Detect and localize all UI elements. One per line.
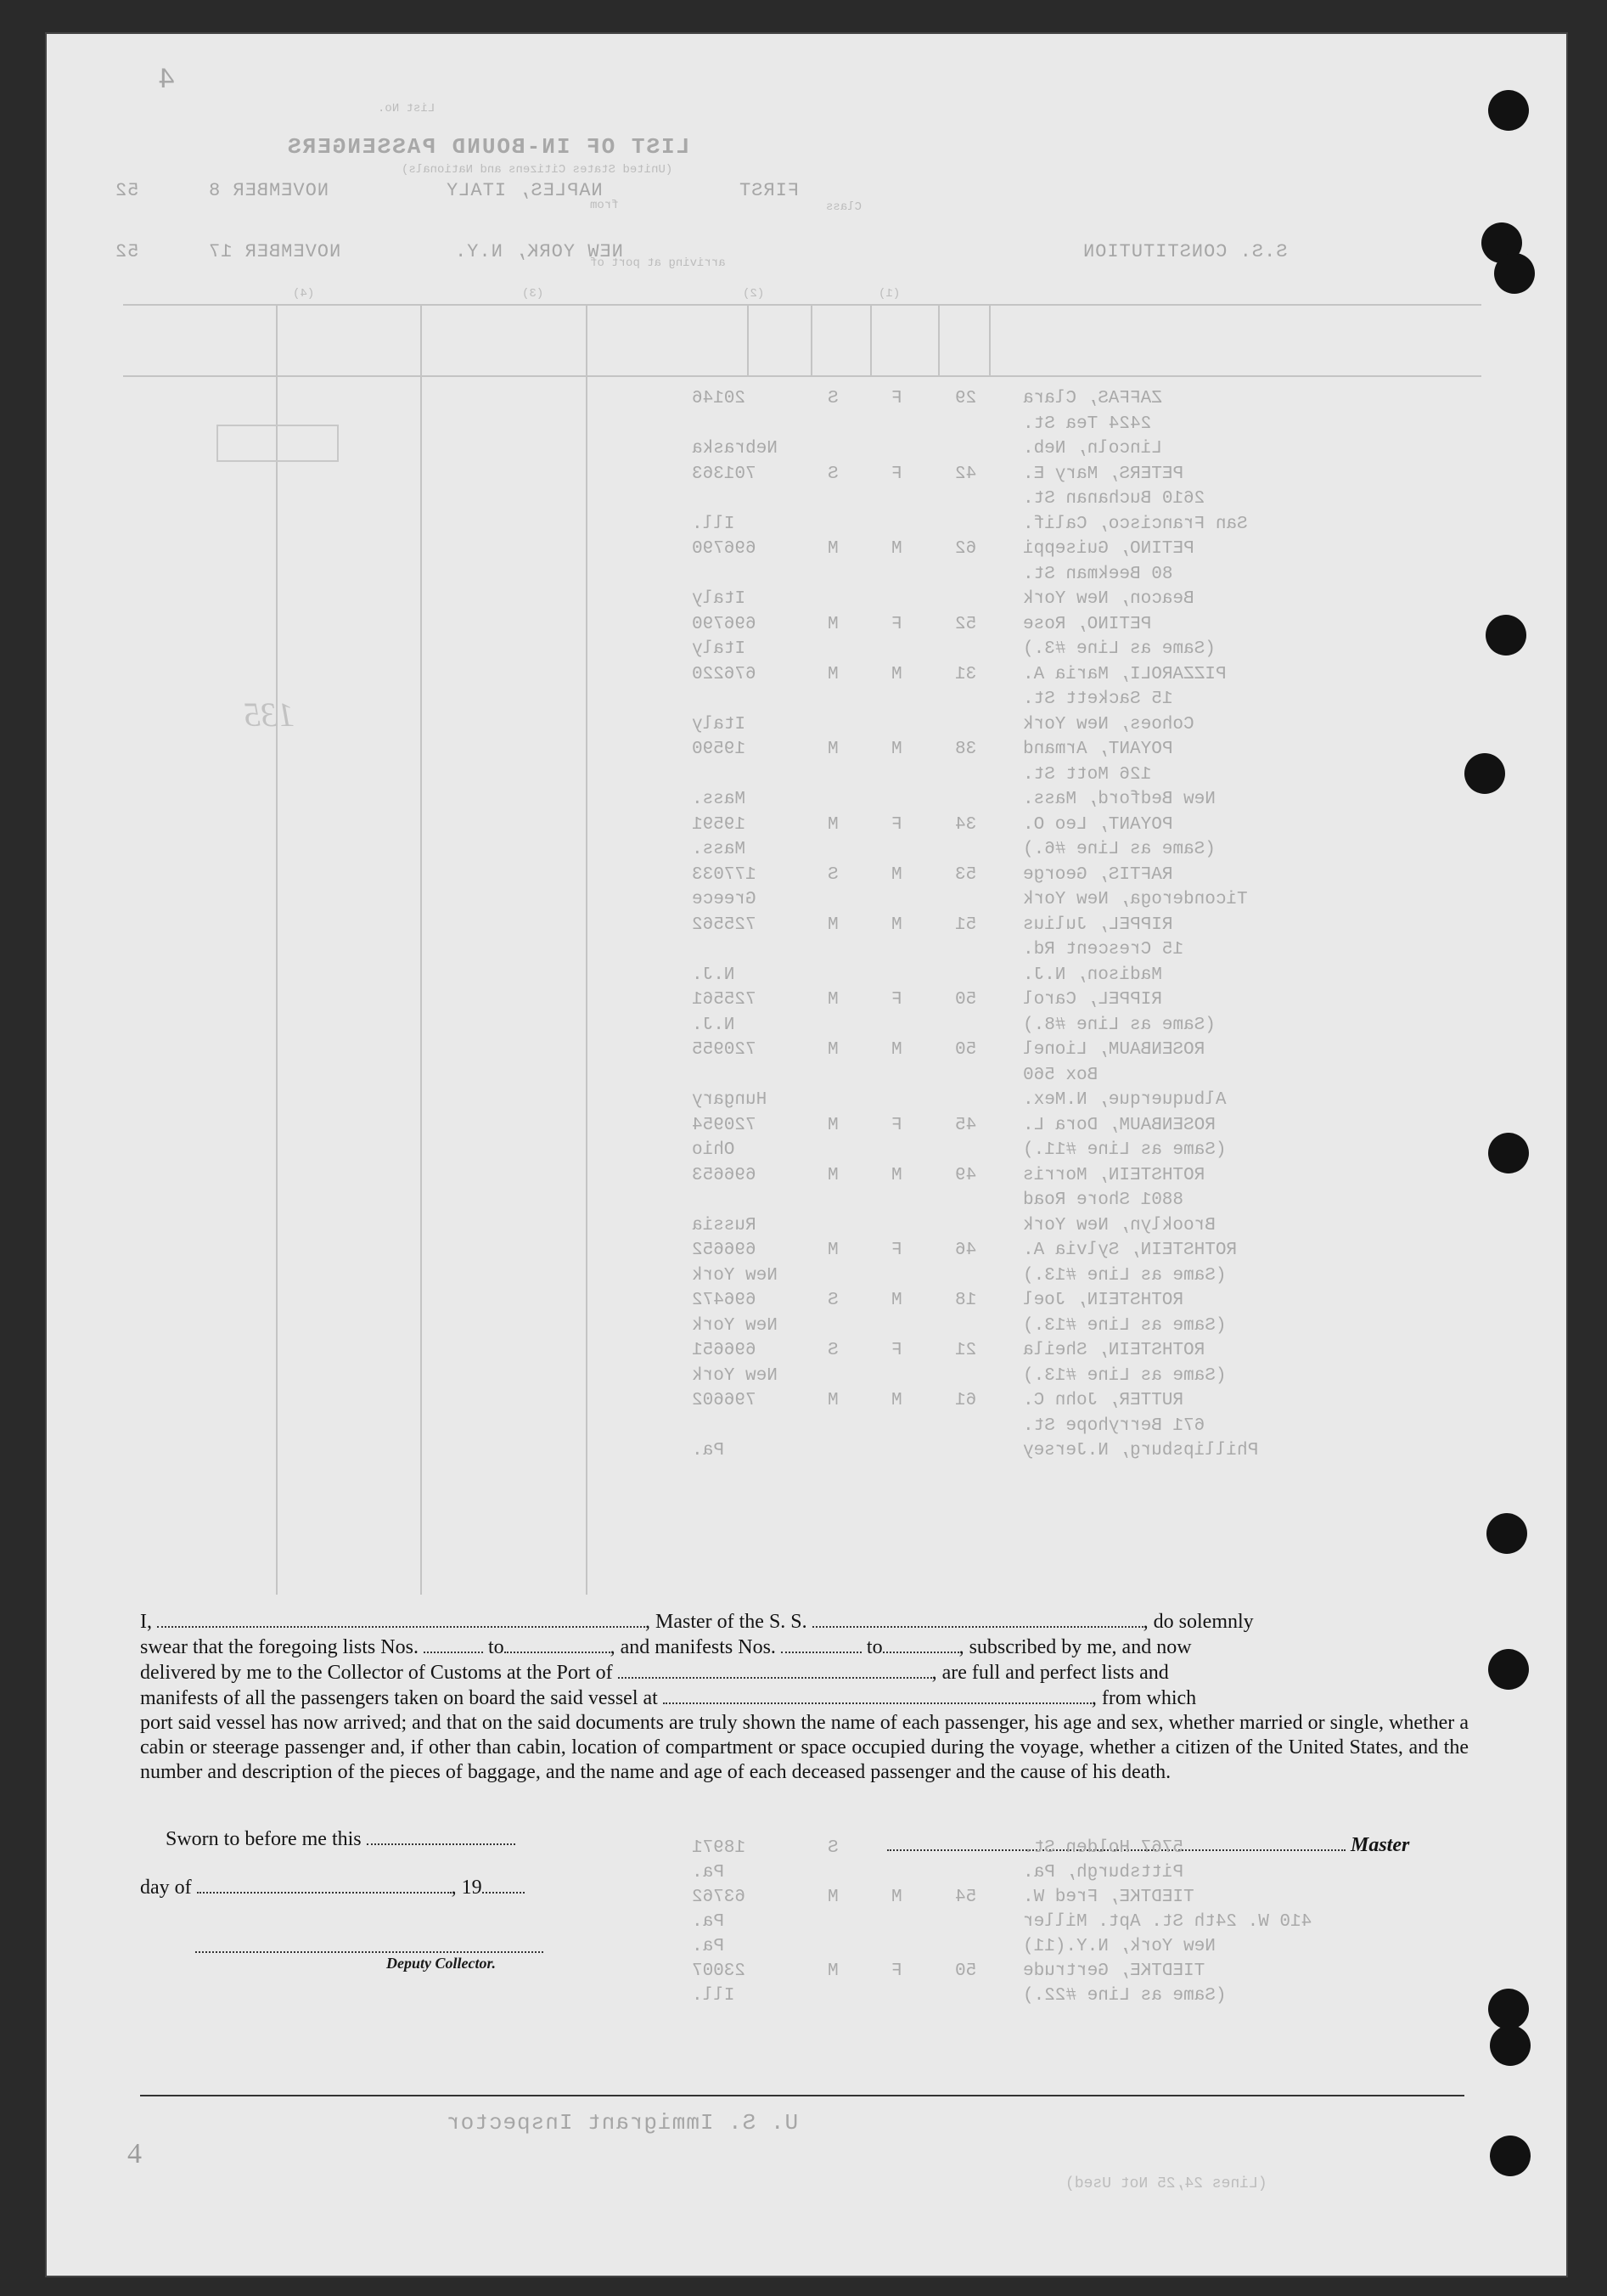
master-label: Master	[1351, 1834, 1410, 1856]
bleed-cell-name: Beacon, New York	[1023, 589, 1194, 609]
bleed-cell-sex: M	[891, 664, 902, 684]
bleed-cell-name: (Same as Line #13.)	[1023, 1265, 1227, 1286]
bleed-cell-age: 21	[955, 1341, 977, 1360]
year-label: , 19	[451, 1877, 482, 1899]
punch-hole	[1490, 2136, 1531, 2176]
bleed-stamp-box	[216, 425, 339, 462]
bleed-cell-sex: M	[891, 864, 902, 885]
bleed-cell-name: San Francisco, Calif.	[1023, 514, 1248, 534]
bleed-cell-name: 5767 Holden St.	[1023, 1838, 1184, 1858]
oath-subscribed: , subscribed by me, and now	[958, 1636, 1192, 1658]
bleed-from-port: NAPLES, ITALY	[446, 180, 603, 201]
bleed-cell-name: Pittsburgh, Pa.	[1023, 1863, 1184, 1882]
bleed-cell-ppt: New York	[692, 1265, 778, 1286]
oath-solemnly: , do solemnly	[1143, 1611, 1254, 1633]
bleed-cell-sex: F	[891, 1241, 902, 1260]
punch-hole	[1488, 90, 1529, 131]
oath-manifests: , and manifests Nos.	[610, 1636, 776, 1658]
oath-paragraph	[140, 1609, 1469, 1785]
bleed-col-num: (4)	[293, 287, 315, 301]
manifest-to-blank[interactable]	[883, 1635, 959, 1653]
bleed-cell-name: TIEDTKE, Gertrude	[1023, 1961, 1205, 1981]
punch-hole	[1464, 753, 1505, 794]
bleed-cell-name: (Same as Line #3.)	[1023, 639, 1216, 659]
bleed-cell-ms: M	[828, 990, 839, 1010]
bleed-cell-ms: M	[828, 1040, 839, 1060]
sworn-line	[166, 1828, 515, 1851]
bleed-cell-name: Box 560	[1023, 1065, 1098, 1085]
bleed-cell-sex: M	[891, 740, 902, 759]
punch-hole	[1490, 2025, 1531, 2066]
bleed-cell-name: ROTHSTEIN, Morris	[1023, 1165, 1205, 1185]
bleed-cell-name: ROTHSTEIN, Joel	[1023, 1291, 1184, 1310]
bleed-cell-ppt: 696653	[692, 1165, 756, 1185]
bleed-cell-ppt: N.J.	[692, 965, 735, 985]
bleed-cell-ppt: 23007	[692, 1961, 746, 1981]
punch-hole	[1486, 615, 1526, 656]
bleed-cell-name: Madison, N.J.	[1023, 965, 1162, 985]
bleed-cell-ms: M	[828, 914, 839, 935]
bleed-cell-name: (Same as Line #13.)	[1023, 1365, 1227, 1386]
deputy-signature-blank[interactable]	[195, 1936, 543, 1953]
bleed-cell-ppt: 701363	[692, 464, 756, 484]
sworn-date-blank[interactable]	[367, 1828, 515, 1845]
bleed-cell-name: POYANT, Leo O.	[1023, 814, 1173, 835]
manifest-page	[47, 34, 1566, 2276]
bleed-cell-ppt: Pa.	[692, 1937, 724, 1956]
bleed-stamp-number: 135	[244, 695, 295, 734]
master-name-blank[interactable]	[157, 1609, 645, 1628]
bleed-column-line	[811, 304, 812, 375]
bleed-cell-ppt: Hungary	[692, 1090, 767, 1110]
bleed-cell-sex: F	[891, 614, 902, 634]
list-from-blank[interactable]	[424, 1635, 483, 1653]
bleed-inspector: U. S. Immigrant Inspector	[446, 2110, 799, 2136]
bleed-subtitle: (United States Citizens and Nationals)	[402, 163, 673, 177]
bleed-cell-ppt: Mass.	[692, 790, 746, 809]
bleed-cell-name: PETINO, Rose	[1023, 614, 1152, 634]
punch-hole	[1488, 1989, 1529, 2029]
bleed-date-to: NOVEMBER 17	[208, 241, 341, 262]
bleed-cell-ppt: Italy	[692, 589, 746, 609]
bleed-cell-ppt: 63762	[692, 1888, 746, 1907]
day-of-line	[140, 1877, 525, 1899]
page-number: 4	[127, 2138, 142, 2169]
bleed-year-from: 52	[115, 180, 139, 201]
oath-to-1: to	[487, 1636, 504, 1658]
bleed-cell-name: PIZZAROLI, Maria A.	[1023, 664, 1227, 684]
bleed-cell-name: 410 W. 24th St. Apt. Miller	[1023, 1912, 1312, 1932]
bleed-column-line	[420, 304, 422, 1595]
bleed-cell-sex: M	[891, 1040, 902, 1060]
bleed-cell-age: 18	[955, 1291, 977, 1310]
bleed-column-line	[870, 304, 872, 375]
bleed-cell-sex: M	[891, 1391, 902, 1410]
bleed-cell-name: PETERS, Mary E.	[1023, 464, 1184, 484]
bleed-list-no: List No.	[378, 102, 435, 115]
bleed-form-no: 4	[157, 65, 176, 97]
bleed-cell-name: (Same as Line #6.)	[1023, 840, 1216, 859]
month-blank[interactable]	[197, 1877, 452, 1894]
bleed-cell-name: (Same as Line #22.)	[1023, 1986, 1227, 2006]
bleed-cell-ppt: 720954	[692, 1115, 756, 1135]
bleed-cell-age: 50	[955, 1040, 977, 1060]
bleed-cell-ppt: 696472	[692, 1291, 756, 1310]
bleed-cell-name: ROSENBAUM, Lionel	[1023, 1040, 1205, 1060]
bleed-cell-age: 29	[955, 389, 977, 408]
bleed-cell-name: 126 Mott St.	[1023, 764, 1152, 785]
bleed-class-label: Class	[826, 200, 862, 214]
bleed-title: LIST OF IN-BOUND PASSENGERS	[286, 134, 690, 160]
bleed-cell-ppt: 696790	[692, 614, 756, 634]
bleed-cell-age: 51	[955, 914, 977, 935]
oath-master-of: , Master of the S. S.	[645, 1611, 807, 1633]
bleed-cell-ms: M	[828, 1888, 839, 1907]
bleed-arriving-label: arriving at port of	[590, 256, 726, 270]
bleed-cell-ms: M	[828, 1165, 839, 1185]
bleed-cell-ms: S	[828, 864, 839, 885]
bleed-cell-sex: M	[891, 539, 902, 559]
bleed-column-line	[276, 304, 278, 1595]
bleed-cell-ppt: Pa.	[692, 1863, 724, 1882]
bleed-cell-ppt: N.J.	[692, 1015, 735, 1035]
bleed-cell-name: POYANT, Armand	[1023, 740, 1173, 759]
bleed-cell-ms: M	[828, 740, 839, 759]
bleed-column-line	[938, 304, 940, 375]
bleed-cell-age: 53	[955, 864, 977, 885]
bleed-cell-name: ROTHSTEIN, Sheila	[1023, 1341, 1205, 1360]
oath-i: I,	[140, 1611, 152, 1633]
bleed-cell-ppt: 19590	[692, 740, 746, 759]
oath-body: port said vessel has now arrived; and that on the said documents are truly shown the name of each passenger, his age and sex, whether married or single, whether a cabin or steerage passenger and, if other than cabin, location of compartment or space occupied during the voyage, whether a citizen of the United States, and the number and description of the pieces of baggage, and the name and age of each deceased passenger and the cause of his death.	[140, 1712, 1469, 1783]
bleed-cell-name: (Same as Line #11.)	[1023, 1140, 1227, 1160]
bleed-cell-ppt: 796602	[692, 1391, 756, 1410]
bleed-cell-ppt: Pa.	[692, 1912, 724, 1932]
bleed-cell-ms: M	[828, 664, 839, 684]
bleed-cell-ppt: Ill.	[692, 514, 735, 534]
bleed-column-line	[747, 304, 749, 375]
bleed-cell-name: 671 Berryhope St.	[1023, 1415, 1205, 1436]
bleed-cell-ms: S	[828, 464, 839, 484]
bleed-cell-name: Cohoes, New York	[1023, 714, 1194, 734]
oath-manifests-all: manifests of all the passengers taken on board the said vessel at	[140, 1687, 658, 1709]
bleed-cell-ppt: Nebraska	[692, 439, 778, 459]
bleed-cell-sex: F	[891, 1341, 902, 1360]
bleed-cell-ppt: 19591	[692, 814, 746, 835]
bleed-cell-name: RIPPEL, Carol	[1023, 990, 1162, 1010]
punch-hole	[1488, 1649, 1529, 1690]
bleed-col-num: (1)	[879, 287, 901, 301]
bleed-cell-ppt: 177033	[692, 864, 756, 885]
bleed-cell-ppt: 696652	[692, 1241, 756, 1260]
bleed-cell-ms: M	[828, 614, 839, 634]
bleed-cell-ms: M	[828, 814, 839, 835]
bleed-cell-ms: M	[828, 539, 839, 559]
bleed-year-to: 52	[115, 241, 139, 262]
bleed-cell-ms: M	[828, 1961, 839, 1981]
bleed-column-line	[989, 304, 991, 375]
bottom-rule	[140, 2095, 1464, 2096]
bleed-cell-ppt: 696790	[692, 539, 756, 559]
bleed-cell-ppt: Greece	[692, 890, 756, 909]
bleed-rule	[123, 304, 1481, 306]
bleed-cell-sex: F	[891, 990, 902, 1010]
oath-from-which: , from which	[1091, 1687, 1197, 1709]
bleed-cell-ms: M	[828, 1115, 839, 1135]
bleed-cell-ppt: 18971	[692, 1838, 746, 1858]
manifest-from-blank[interactable]	[781, 1635, 862, 1653]
bleed-cell-name: 2610 Buchanan St.	[1023, 489, 1205, 509]
bleed-cell-name: RIPPEL, Julius	[1023, 914, 1173, 935]
bleed-cell-sex: F	[891, 814, 902, 835]
bleed-to-port: NEW YORK, N.Y.	[454, 241, 623, 262]
bleed-cell-ms: S	[828, 1291, 839, 1310]
bleed-cell-ppt: Italy	[692, 639, 746, 659]
bleed-cell-age: 50	[955, 1961, 977, 1981]
bleed-cell-ppt: Mass.	[692, 840, 746, 859]
bleed-cell-age: 62	[955, 539, 977, 559]
bleed-from-label: from	[590, 199, 619, 212]
bleed-column-line	[586, 304, 587, 1595]
bleed-cell-ppt: 696651	[692, 1341, 756, 1360]
bleed-cell-ppt: 725562	[692, 914, 756, 935]
bleed-date-from: NOVEMBER 8	[208, 180, 329, 201]
day-of-label: day of	[140, 1877, 192, 1899]
oath-full-perfect: , are full and perfect lists and	[931, 1662, 1169, 1684]
bleed-cell-sex: M	[891, 1291, 902, 1310]
bleed-cell-ppt: Ohio	[692, 1140, 735, 1160]
bleed-cell-age: 34	[955, 814, 977, 835]
bleed-lines-note: (Lines 24,25 Not Used)	[1065, 2175, 1267, 2192]
bleed-cell-sex: F	[891, 1961, 902, 1981]
bleed-cell-sex: F	[891, 464, 902, 484]
bleed-cell-name: (Same as Line #13.)	[1023, 1315, 1227, 1336]
oath-swear: swear that the foregoing lists Nos.	[140, 1636, 419, 1658]
bleed-cell-ppt: Pa.	[692, 1441, 724, 1460]
bleed-cell-name: Albuquerque, N.Mex.	[1023, 1090, 1227, 1110]
bleed-cell-ms: M	[828, 1241, 839, 1260]
bleed-cell-sex: M	[891, 1165, 902, 1185]
bleed-col-num: (2)	[743, 287, 765, 301]
bleed-cell-name: (Same as Line #8.)	[1023, 1015, 1216, 1035]
bleed-cell-sex: M	[891, 1888, 902, 1907]
bleed-cell-ppt: 20146	[692, 389, 746, 408]
bleed-cell-age: 61	[955, 1391, 977, 1410]
bleed-cell-name: TIEDTKE, Fred W.	[1023, 1888, 1194, 1907]
deputy-collector-label: Deputy Collector.	[386, 1955, 496, 1972]
bleed-cell-sex: M	[891, 914, 902, 935]
bleed-cell-ppt: 676220	[692, 664, 756, 684]
bleed-cell-name: Brooklyn, New York	[1023, 1215, 1216, 1235]
bleed-cell-age: 42	[955, 464, 977, 484]
bleed-cell-name: RUTTER, John C.	[1023, 1391, 1184, 1410]
bleed-cell-age: 46	[955, 1241, 977, 1260]
bleed-cell-age: 52	[955, 614, 977, 634]
bleed-cell-name: PETINO, Guiseppi	[1023, 539, 1194, 559]
oath-line-4	[140, 1685, 1469, 1711]
bleed-cell-age: 54	[955, 1888, 977, 1907]
bleed-cell-ms: S	[828, 1341, 839, 1360]
bleed-cell-name: New Bedford, Mass.	[1023, 790, 1216, 809]
bleed-cell-ppt: New York	[692, 1315, 778, 1336]
bleed-cell-name: 2424 Tea St.	[1023, 414, 1152, 434]
bleed-cell-sex: F	[891, 1115, 902, 1135]
bleed-cell-ppt: Russia	[692, 1215, 756, 1235]
year-blank[interactable]	[482, 1877, 525, 1894]
bleed-cell-name: ZAFFAS, Clara	[1023, 389, 1162, 408]
bleed-vessel: S.S. CONSTITUTION	[1082, 241, 1288, 262]
oath-to-2: to	[866, 1636, 883, 1658]
bleed-cell-name: RAFTIS, George	[1023, 864, 1173, 885]
bleed-cell-ppt: Ill.	[692, 1986, 735, 2006]
bleed-cell-name: 15 Crescent Rd.	[1023, 940, 1184, 959]
punch-hole	[1494, 253, 1535, 294]
punch-hole	[1486, 1513, 1527, 1554]
bleed-cell-name: 15 Sackett St.	[1023, 689, 1173, 709]
bleed-cell-ms: M	[828, 1391, 839, 1410]
list-to-blank[interactable]	[504, 1635, 610, 1653]
bleed-cell-name: 8801 Shore Road	[1023, 1190, 1184, 1210]
bleed-cell-age: 45	[955, 1115, 977, 1135]
bleed-col-num: (3)	[522, 287, 544, 301]
port-blank[interactable]	[618, 1660, 932, 1679]
bleed-cell-name: Ticonderoga, New York	[1023, 890, 1248, 909]
bleed-cell-name: Phillipsburg, N.Jersey	[1023, 1441, 1259, 1460]
bleed-cell-age: 50	[955, 990, 977, 1010]
bleed-cell-age: 31	[955, 664, 977, 684]
bleed-cell-name: New York, N.Y.(11)	[1023, 1937, 1216, 1956]
bleed-cell-ppt: 720955	[692, 1040, 756, 1060]
bleed-cell-age: 49	[955, 1165, 977, 1185]
oath-line-3	[140, 1660, 1469, 1685]
punch-hole	[1488, 1133, 1529, 1173]
bleed-rule	[123, 375, 1481, 377]
bleed-class: FIRST	[739, 180, 800, 201]
vessel-name-blank[interactable]	[812, 1609, 1143, 1628]
bleed-cell-ms: S	[828, 389, 839, 408]
bleed-cell-sex: F	[891, 389, 902, 408]
bleed-cell-ms: S	[828, 1838, 839, 1858]
bleed-cell-name: ROTHSTEIN, Sylvia A.	[1023, 1241, 1238, 1260]
oath-line-2	[140, 1635, 1469, 1660]
bleed-cell-ppt: 725561	[692, 990, 756, 1010]
bleed-cell-ppt: Italy	[692, 714, 746, 734]
oath-delivered: delivered by me to the Collector of Customs at the Port of	[140, 1662, 613, 1684]
bleed-cell-age: 38	[955, 740, 977, 759]
bleed-cell-name: 80 Beekman St.	[1023, 564, 1173, 584]
bleed-cell-ppt: New York	[692, 1365, 778, 1386]
bleed-cell-name: Lincoln, Neb.	[1023, 439, 1162, 459]
oath-line-1	[140, 1609, 1469, 1635]
sworn-label: Sworn to before me this	[166, 1828, 362, 1850]
bleed-cell-name: ROSENBAUM, Dora L.	[1023, 1115, 1216, 1135]
departure-port-blank[interactable]	[663, 1685, 1092, 1704]
